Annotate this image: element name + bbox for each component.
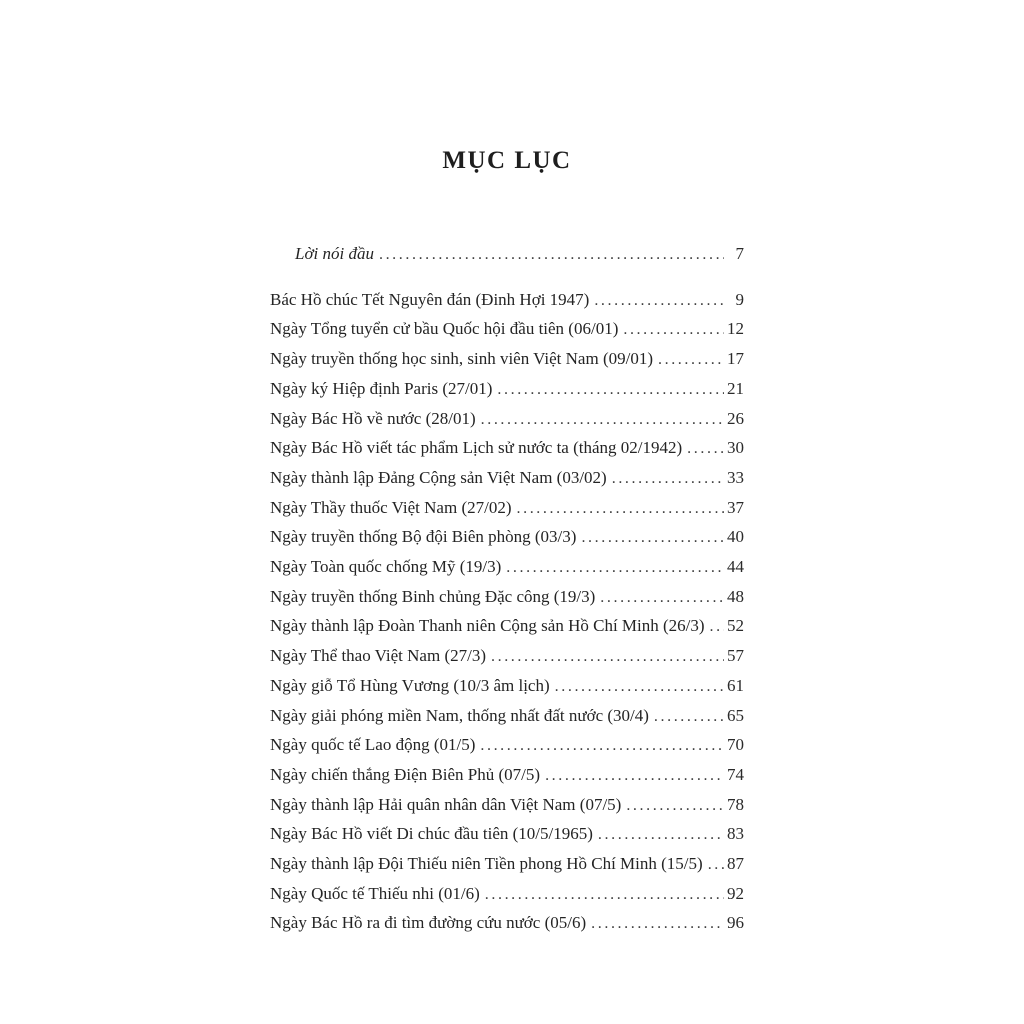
- toc-entry: [270, 553, 744, 583]
- toc-entry-title: Ngày Bác Hồ về nước (28/01): [270, 408, 476, 428]
- dot-leader: [591, 909, 724, 939]
- dot-leader: [545, 761, 724, 791]
- toc-entry: [270, 612, 744, 642]
- dot-leader: [658, 345, 724, 375]
- toc-list: [270, 286, 744, 939]
- toc-entry-page: 70: [727, 735, 744, 755]
- toc-entry-title: Ngày truyền thống học sinh, sinh viên Việt Nam (09/01): [270, 349, 653, 369]
- toc-entry-page: 40: [727, 527, 744, 547]
- dot-leader: [598, 820, 724, 850]
- toc-entry: [270, 494, 744, 524]
- toc-entry: [270, 761, 744, 791]
- toc-entry: [270, 405, 744, 435]
- toc-entry-page: 57: [727, 646, 744, 666]
- toc-entry: [270, 880, 744, 910]
- toc-entry-page: 96: [727, 913, 744, 933]
- toc-entry: [270, 702, 744, 732]
- toc-entry: [270, 523, 744, 553]
- toc-entry-page: 74: [727, 764, 744, 784]
- dot-leader: [708, 850, 724, 880]
- toc-entry-page: 48: [727, 586, 744, 606]
- toc-entry-title: Ngày truyền thống Bộ đội Biên phòng (03/3): [270, 527, 577, 547]
- toc-entry: [270, 731, 744, 761]
- dot-leader: [710, 612, 724, 642]
- toc-preface-title: Lời nói đầu: [295, 244, 374, 263]
- toc-entry-page: 92: [727, 883, 744, 903]
- toc-entry: [270, 315, 744, 345]
- toc-entry-title: Ngày giải phóng miền Nam, thống nhất đất nước (30/4): [270, 705, 649, 725]
- dot-leader: [480, 731, 724, 761]
- toc-entry-page: 61: [727, 675, 744, 695]
- toc-entry: [270, 850, 744, 880]
- toc-entry: [270, 672, 744, 702]
- toc-entry: [270, 345, 744, 375]
- toc-entry-page: 52: [727, 616, 744, 636]
- toc-entry-page: 21: [727, 378, 744, 398]
- toc-entry-page: 12: [727, 319, 744, 339]
- toc-entry: [270, 909, 744, 939]
- toc-entry-title: Ngày quốc tế Lao động (01/5): [270, 735, 476, 755]
- dot-leader: [555, 672, 724, 702]
- toc-entry: [270, 434, 744, 464]
- toc-entry-title: Ngày Tổng tuyển cử bầu Quốc hội đầu tiên (06/01): [270, 319, 619, 339]
- dot-leader: [485, 880, 724, 910]
- toc-entry-title: Ngày thành lập Hải quân nhân dân Việt Nam (07/5): [270, 794, 622, 814]
- toc-entry-page: 65: [727, 705, 744, 725]
- toc-entry: [270, 791, 744, 821]
- toc-entry: [270, 642, 744, 672]
- dot-leader: [481, 405, 724, 435]
- dot-leader: [626, 791, 724, 821]
- toc-entry: [270, 375, 744, 405]
- dot-leader: [491, 642, 724, 672]
- toc-entry: [270, 286, 744, 316]
- toc-entry-title: Ngày thành lập Đảng Cộng sản Việt Nam (03/02): [270, 467, 607, 487]
- dot-leader: [581, 523, 724, 553]
- page-title: MỤC LỤC: [442, 147, 572, 174]
- toc-entry: [270, 583, 744, 613]
- toc-entry-title: Ngày truyền thống Binh chủng Đặc công (19/3): [270, 586, 596, 606]
- dot-leader: [600, 583, 724, 613]
- toc-preface-row: [270, 240, 744, 270]
- toc-entry-title: Ngày Quốc tế Thiếu nhi (01/6): [270, 883, 480, 903]
- toc-entry-title: Ngày giỗ Tổ Hùng Vương (10/3 âm lịch): [270, 675, 550, 695]
- toc-entry-page: 87: [727, 854, 744, 874]
- toc-entry-page: 78: [727, 794, 744, 814]
- toc-preface-page: 7: [735, 244, 744, 263]
- toc-entry-page: 37: [727, 497, 744, 517]
- toc-entry-title: Ngày Thầy thuốc Việt Nam (27/02): [270, 497, 512, 517]
- toc-entry-page: 30: [727, 438, 744, 458]
- toc-entry-page: 33: [727, 467, 744, 487]
- toc-entry-page: 26: [727, 408, 744, 428]
- toc-entry-title: Ngày Bác Hồ ra đi tìm đường cứu nước (05/6): [270, 913, 587, 933]
- toc-entry-title: Ngày Thể thao Việt Nam (27/3): [270, 646, 486, 666]
- toc-entry: [270, 464, 744, 494]
- toc-content: [270, 146, 744, 939]
- toc-entry-page: 44: [727, 557, 744, 577]
- dot-leader: [623, 315, 724, 345]
- toc-entry-page: 9: [735, 289, 744, 309]
- dot-leader: [612, 464, 724, 494]
- dot-leader: [654, 702, 724, 732]
- dot-leader: [497, 375, 724, 405]
- toc-entry-title: Ngày chiến thắng Điện Biên Phủ (07/5): [270, 764, 541, 784]
- toc-entry-title: Ngày Bác Hồ viết Di chúc đầu tiên (10/5/1965): [270, 824, 593, 844]
- toc-entry-title: Ngày ký Hiệp định Paris (27/01): [270, 378, 493, 398]
- toc-entry-page: 83: [727, 824, 744, 844]
- dot-leader: [506, 553, 724, 583]
- dot-leader: [517, 494, 725, 524]
- toc-entry-title: Ngày Toàn quốc chống Mỹ (19/3): [270, 557, 502, 577]
- toc-entry-page: 17: [727, 349, 744, 369]
- toc-entry-title: Ngày thành lập Đoàn Thanh niên Cộng sản Hồ Chí Minh (26/3): [270, 616, 705, 636]
- toc-entry-title: Bác Hồ chúc Tết Nguyên đán (Đinh Hợi 1947): [270, 289, 590, 309]
- dot-leader: [379, 240, 724, 270]
- dot-leader: [594, 286, 724, 316]
- toc-entry-title: Ngày thành lập Đội Thiếu niên Tiền phong Hồ Chí Minh (15/5): [270, 854, 703, 874]
- toc-entry-title: Ngày Bác Hồ viết tác phẩm Lịch sử nước ta (tháng 02/1942): [270, 438, 683, 458]
- dot-leader: [687, 434, 724, 464]
- toc-entry: [270, 820, 744, 850]
